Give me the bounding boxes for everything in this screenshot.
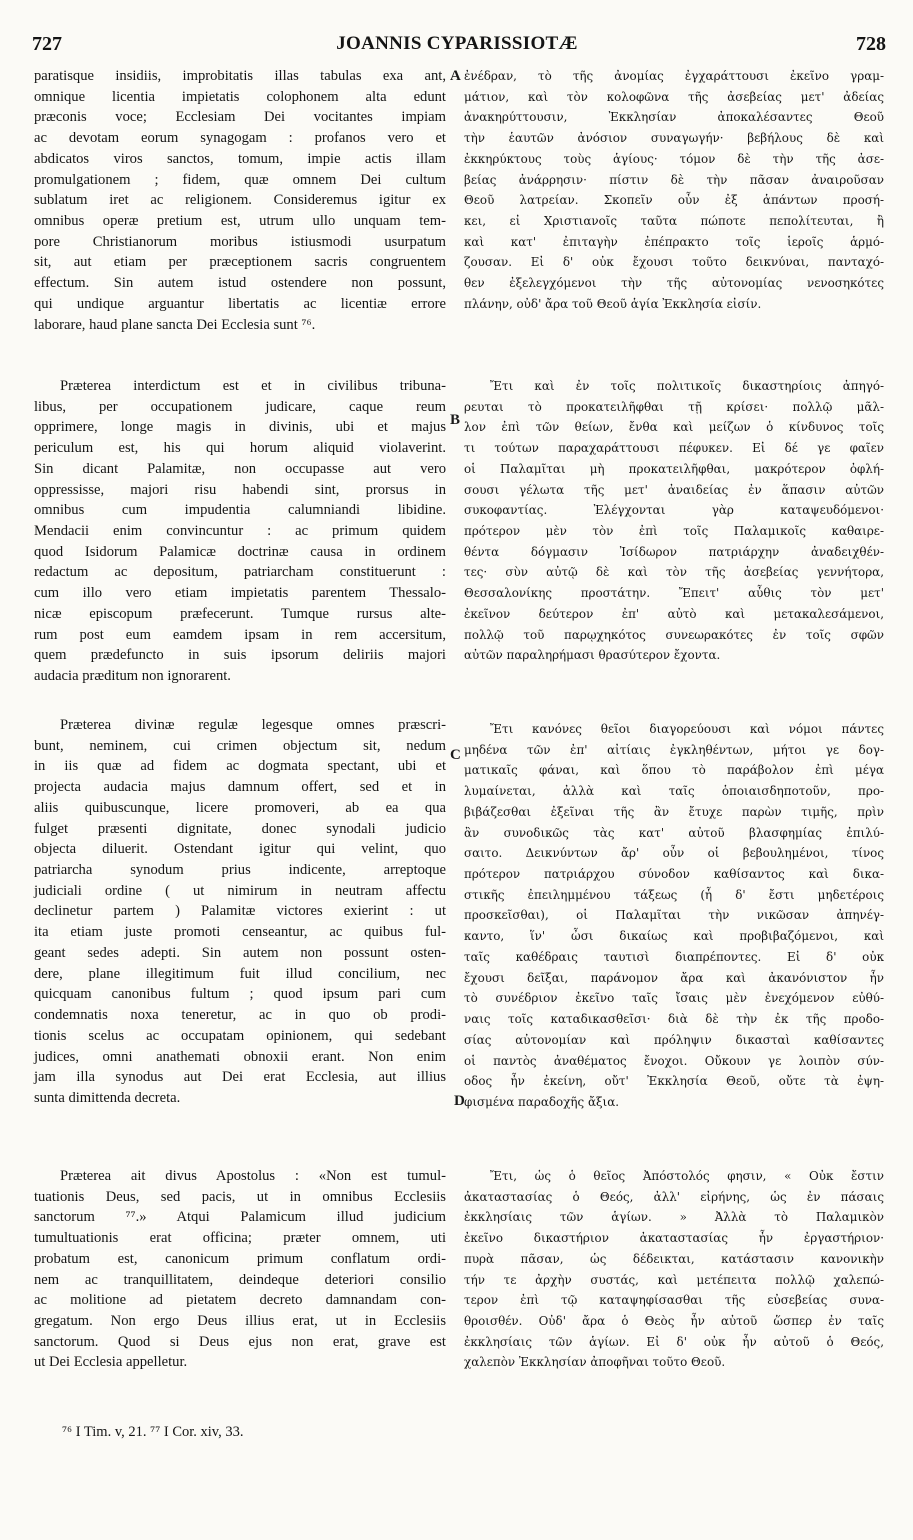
text-line: θέντα δόγμασιν Ἰσίδωρον πατριάρχην ἀναδειχθέν- (464, 544, 884, 559)
text-line: λον ἐπὶ τῶν θείων, ἔνθα καὶ μείζων ὁ κίνδυνος τοῖς (464, 420, 884, 435)
text-line: libus, per occupationem judicare, caque reum (34, 398, 446, 415)
text-line: ζουσαν. Εἰ δ' οὐκ ἔχουσι τοῦτο δεικνύναι, πανταχό- (464, 255, 884, 270)
text-line: τες· σὺν αὐτῷ δὲ καὶ τὸν τῆς ἀσεβείας γεννήτορα, (464, 565, 884, 580)
text-line: στικῆς ἐπειλημμένου τάξεως (ἧ δ' ἔστι μηδετέροις (464, 887, 884, 902)
text-line: omnibus cum impudentia calumniandi libidine. (34, 502, 446, 519)
text-line: καντο, ἵν' ὦσι δικαίως καὶ προβιβαζόμενοι, καὶ (464, 929, 884, 944)
text-line: τι τούτων παραχαράττουσι πέφυκεν. Εἰ δέ γε φαῖεν (464, 441, 884, 456)
text-line: sunta dimittenda decreta. (34, 1089, 181, 1106)
text-line: λυμαίνεται, ἀλλὰ καὶ ταῖς ὁποιαισδηποτοῦν, προ- (464, 784, 884, 799)
text-line: πολλῷ τοῦ παρῳχηκότος συνεωρακότες ἐν τοῖς σφῶν (464, 627, 884, 642)
text-line: judiciali ordine ( ut nimirum in neutram affectu (34, 882, 446, 899)
text-line: ταῖς καθέδραις ταυτισὶ διαπρέποντες. Εἰ δ' οὐκ (464, 949, 884, 964)
text-line: periculum est, his qui horum aliquid violaverint. (34, 440, 446, 457)
text-line: omnique licentia impietatis colophonem alta edunt (34, 88, 446, 105)
text-line: jam illa synodus aut Dei erat Ecclesia, aut illius (34, 1069, 446, 1086)
text-line: quem prædefuncto in suis ipsorum deliriis majori (34, 647, 446, 664)
margin-letter-d: D (454, 1093, 465, 1109)
text-line: φισμένα παραδοχῆς ἄξια. (464, 1094, 620, 1109)
greek-paragraph (464, 66, 884, 315)
text-line: ἐκκηρύκτους τοὺς ἁγίους· τόμον δὲ τὴν τῆς ἀσε- (464, 151, 884, 166)
text-line: patriarcha synodum prius indicente, arreptoque (34, 862, 446, 879)
text-line: θροισθέν. Οὐδ' ἄρα ὁ Θεὸς ἦν αὐτοῦ ὥσπερ ἐν ταῖς (464, 1314, 884, 1329)
text-line: κει, εἰ Χριστιανοῖς ταῦτα πώποτε πεπολίτευται, ἢ (464, 214, 884, 229)
text-line: Sin dicant Palamitæ, non occupasse aut vero (34, 460, 446, 477)
text-line: ἐκεῖνον δεύτερον ἐπ' αὐτὸ καὶ μετακαλεσάμενοι, (464, 606, 884, 621)
text-line: condemnatis noxa teneretur, ac in quo ob prodi- (34, 1007, 446, 1024)
text-line: fulget præsenti dignitate, donec synodali judicio (34, 820, 446, 837)
text-line: συκοφαντίας. Ἐλέγχονται γὰρ καταψευδόμενοι· (464, 503, 884, 518)
text-line: qui undique arguantur libertatis ac licentiæ errore (34, 295, 446, 312)
greek-paragraph (464, 719, 884, 1113)
text-line: σουσι γέλωτα τῆς μετ' ἀναιδείας ἐν ἅπασιν αὐτῶν (464, 482, 884, 497)
text-line: judices, omni anathemati obnoxii erant. Non enim (34, 1048, 446, 1065)
text-line: sanctorum ⁷⁷.» Atqui Palamicum illud judicium (34, 1209, 446, 1226)
text-line: probatum est, canonicum primum conflatum ordi- (34, 1250, 446, 1267)
text-line: objecta diluerit. Ostendant igitur qui velint, quo (34, 841, 446, 858)
text-line: οδος ἦν ἐκείνη, οὔτ' Ἐκκλησία Θεοῦ, οὔτε τὰ ἐψη- (464, 1074, 884, 1089)
text-line: geant sedes adepti. Sin autem non possunt osten- (34, 944, 446, 961)
text-line: promulgationem ; fidem, quæ omnem Dei cultum (34, 171, 446, 188)
text-line: ματικαῖς φάναι, καὶ ὅπου τὸ παράβολον ἐπὶ μέγα (464, 763, 884, 778)
text-line: laborare, haud plane sancta Dei Ecclesia sunt ⁷⁶. (34, 316, 316, 333)
text-line: οἱ παντὸς ἀναθέματος ἔνοχοι. Οὔκουν γε λοιπὸν σύν- (464, 1053, 884, 1068)
text-line: præconis voce; Ecclesiam Dei vocitantes impiam (34, 109, 446, 126)
text-line: Ἔτι κανόνες θεῖοι διαγορεύουσι καὶ νόμοι πάντες (490, 722, 884, 736)
text-line: τὸ συνέδριον ἐκεῖνο ταῖς ἴσαις μὲν ἐνεχόμενον εὐθύ- (464, 991, 884, 1006)
running-title: JOANNIS CYPARISSIOTÆ (336, 33, 578, 54)
text-line: omnibus operæ pretium est, utrum ullo unquam tem- (34, 213, 446, 230)
text-line: πυρὰ πᾶσαν, ὡς δέδεικται, κατάστασιν κανονικὴν (464, 1251, 884, 1266)
text-line: in iis quæ ad fidem ac dogmata spectant, ubi et (34, 758, 446, 775)
text-line: nicæ episcopum præfecerunt. Tumque rursus alte- (34, 605, 446, 622)
text-line: θεν ἐξελεγχόμενοι τὴν τῆς αὐτονομίας νενοσηκότες (464, 276, 884, 291)
text-line: oppressisse, majori risu habendi sint, prorsus in (34, 481, 446, 498)
footnotes: ⁷⁶ I Tim. v, 21. ⁷⁷ I Cor. xiv, 33. (62, 1424, 244, 1440)
text-line: ἐκκλησίαις τῶν ἁγίων. Εἰ δ' οὐκ ἦν αὐτοῦ ὁ Θεός, (464, 1334, 884, 1349)
text-line: τήν τε ἀρχὴν συστάς, καὶ μετέπειτα πολλῷ χαλεπώ- (464, 1272, 884, 1287)
text-line: πρότερον πατριάρχου σύνοδον καθίσαντος καὶ δικα- (464, 867, 884, 882)
text-line: Præterea ait divus Apostolus : «Non est tumul- (60, 1168, 446, 1184)
text-line: βιβάζεσθαι ἐξεῖναι τῆς ἂν ἔτυχε παρὼν τιμῆς, πρὶν (464, 804, 884, 819)
text-line: ἀνακηρύττουσιν, Ἐκκλησίαν ἀποκαλέσαντες Θεοῦ (464, 110, 884, 125)
text-line: μηδένα τῶν ἐπ' αἰτίαις ἐγκληθέντων, μήτοι γε δογ- (464, 742, 884, 757)
text-line: Præterea interdictum est et in civilibus tribuna- (60, 378, 446, 394)
text-line: ac molitione ad pietatem decreto damnandam con- (34, 1292, 446, 1309)
text-line: effectum. Sin autem istud ostendere non possunt, (34, 275, 446, 292)
latin-paragraph (34, 66, 446, 335)
text-line: ita etiam juste promoti censeantur, ac quibus ful- (34, 924, 446, 941)
text-line: nem ac tranquillitatem, deindeque deteriori consilio (34, 1271, 446, 1288)
text-line: sanctorum. Quod si Deus ejus non erat, grave est (34, 1333, 446, 1350)
text-line: ἔχουσι δεῖξαι, παράνομον ἄρα καὶ ἀκανόνιστον ἦν (464, 970, 884, 985)
text-line: ναις τοῖς καταδικασθεῖσι· διὰ δὲ τὴν ἐκ τῆς προδο- (464, 1012, 884, 1027)
text-line: Ἔτι καὶ ἐν τοῖς πολιτικοῖς δικαστηρίοις ἀπηγό- (490, 379, 884, 393)
text-line: Θεοῦ λατρείαν. Σκοπεῖν οὖν ἐξ ἁπάντων προσή- (464, 193, 884, 208)
text-line: πλάνην, οὐδ' ἄρα τοῦ Θεοῦ ἁγία Ἐκκλησία εἰσίν. (464, 296, 762, 311)
margin-letter-b: B (450, 412, 461, 428)
text-line: Præterea divinæ regulæ legesque omnes præscri- (60, 717, 446, 733)
text-line: μάτιον, καὶ τὸν κολοφῶνα τῆς ἀσεβείας μετ' ἀδείας (464, 89, 884, 104)
text-line: opprimere, longe magis in divinis, ubi et majus (34, 419, 446, 436)
text-line: paratisque insidiis, improbitatis illas tabulas exa ant, (34, 68, 446, 84)
text-line: τερον ἐπὶ τῷ καταψηφίσασθαι τῆς εὐσεβείας συνα- (464, 1293, 884, 1308)
text-line: declinetur partem ) Palamitæ victores exierint : ut (34, 903, 446, 920)
text-line: quicquam canonibus fultum ; quod ipsum pari cum (34, 986, 446, 1003)
page-number-right: 728 (856, 33, 886, 55)
text-line: ἂν συνοδικῶς τὰς κατ' αὐτοῦ βλασφημίας ἐπιλύ- (464, 825, 884, 840)
running-header (22, 33, 892, 55)
latin-paragraph (34, 1166, 446, 1373)
text-line: προσκεῖσθαι), οἱ Παλαμῖται τὴν νικῶσαν ἀπηνέγ- (464, 908, 884, 923)
text-line: Ἔτι, ὡς ὁ θεῖος Ἀπόστολός φησιν, « Οὐκ ἔστιν (490, 1169, 884, 1183)
margin-letter-c: C (450, 747, 461, 763)
text-line: ac devotam eorum synagogam : profanos vero et (34, 130, 446, 147)
text-line: abdicatos viros sanctos, tomum, impie actis illam (34, 150, 446, 167)
margin-letter-a: A (450, 68, 461, 84)
text-line: Θεσσαλονίκης προστάτην. Ἔπειτ' αὖθις τὸν μετ' (464, 586, 884, 601)
text-line: ρευται τὸ προκατειλῆφθαι τῇ κρίσει· πολλῷ μᾶλ- (464, 399, 884, 414)
page-number-left: 727 (32, 33, 62, 55)
text-line: audacia præditum non ignorarent. (34, 668, 231, 685)
text-line: Mendacii enim convincuntur : ac primum quidem (34, 523, 446, 540)
text-line: redactum ac depositum, patriarcham constituerunt : (34, 564, 446, 581)
text-line: quod Isidorum Palamicæ doctrinæ causa in ordinem (34, 543, 446, 560)
text-line: bunt, neminem, cui crimen objectum sit, nedum (34, 737, 446, 754)
text-line: σίας αὐτονομίαν καὶ πρόληψιν δικασταὶ καθίσαντες (464, 1032, 884, 1047)
text-line: βείας ἀνάρρησιν· πίστιν δὲ τὴν πᾶσαν ἀναιροῦσαν (464, 172, 884, 187)
text-line: sublatum iret ac religionem. Consideremus igitur ex (34, 192, 446, 209)
text-line: tumultuationis erat officina; præter omnem, uti (34, 1230, 446, 1247)
text-line: σαιτο. Δεικνύντων ἄρ' οὖν οἱ βεβουλημένοι, τίνος (464, 846, 884, 861)
text-line: ἐκεῖνο δικαστήριον ἀκαταστασίας ἦν ἐργαστήριον· (464, 1231, 884, 1246)
latin-paragraph (34, 715, 446, 1109)
text-line: ἐκκλησίαις τῶν ἁγίων. » Ἀλλὰ τὸ Παλαμικὸν (464, 1210, 884, 1225)
greek-paragraph (464, 376, 884, 666)
text-line: ut Dei Ecclesia appelletur. (34, 1354, 188, 1371)
text-line: cum illo vero etiam impietatis parentem Thessalo- (34, 585, 446, 602)
latin-paragraph (34, 376, 446, 687)
text-line: tuationis Deus, sed pacis, ut in omnibus Ecclesiis (34, 1188, 446, 1205)
text-line: gregatum. Non ergo Deus illius erat, ut in Ecclesiis (34, 1313, 446, 1330)
text-line: οἱ Παλαμῖται μὴ προκατειλῆφθαι, μακρότερον ὀφλή- (464, 461, 884, 476)
text-line: rum post eum eamdem ipsam in rem accersitum, (34, 626, 446, 643)
text-line: ἀκαταστασίας ὁ Θεός, ἀλλ' εἰρήνης, ὡς ἐν πάσαις (464, 1189, 884, 1204)
text-line: pore Christianorum moribus istiusmodi usurpatum (34, 233, 446, 250)
text-line: καὶ κατ' ἐπιταγὴν ἐπέπρακτο τοῖς ἱεροῖς ἁρμό- (464, 234, 884, 249)
text-line: χαλεπὸν Ἐκκλησίαν ἀποφῆναι τοῦτο Θεοῦ. (464, 1355, 726, 1370)
text-line: πρότερον μὲν τὸν ἐπὶ τοῖς Παλαμικοῖς καθαιρε- (464, 524, 884, 539)
greek-paragraph (464, 1166, 884, 1373)
text-line: αὐτῶν παραληρήμασι θρασύτερον ἔχοντα. (464, 648, 721, 663)
text-line: sit, aut etiam per præceptionem sacris congruentem (34, 254, 446, 271)
text-line: aliis quibuscunque, licere promoveri, ab ea qua (34, 799, 446, 816)
text-line: tionis scelus ac occupatam opinionem, qui sedebant (34, 1027, 446, 1044)
text-line: dere, plane illegitimum fuit illud concilium, nec (34, 965, 446, 982)
text-line: ἐνέδραν, τὸ τῆς ἀνομίας ἐγχαράττουσι ἐκεῖνο γραμ- (464, 69, 884, 83)
text-line: projecta audacia majus damnum offert, sed et in (34, 779, 446, 796)
text-line: τὴν ἑαυτῶν ἀνόσιον συναγωγήν· βεβήλους δὲ καὶ (464, 131, 884, 146)
